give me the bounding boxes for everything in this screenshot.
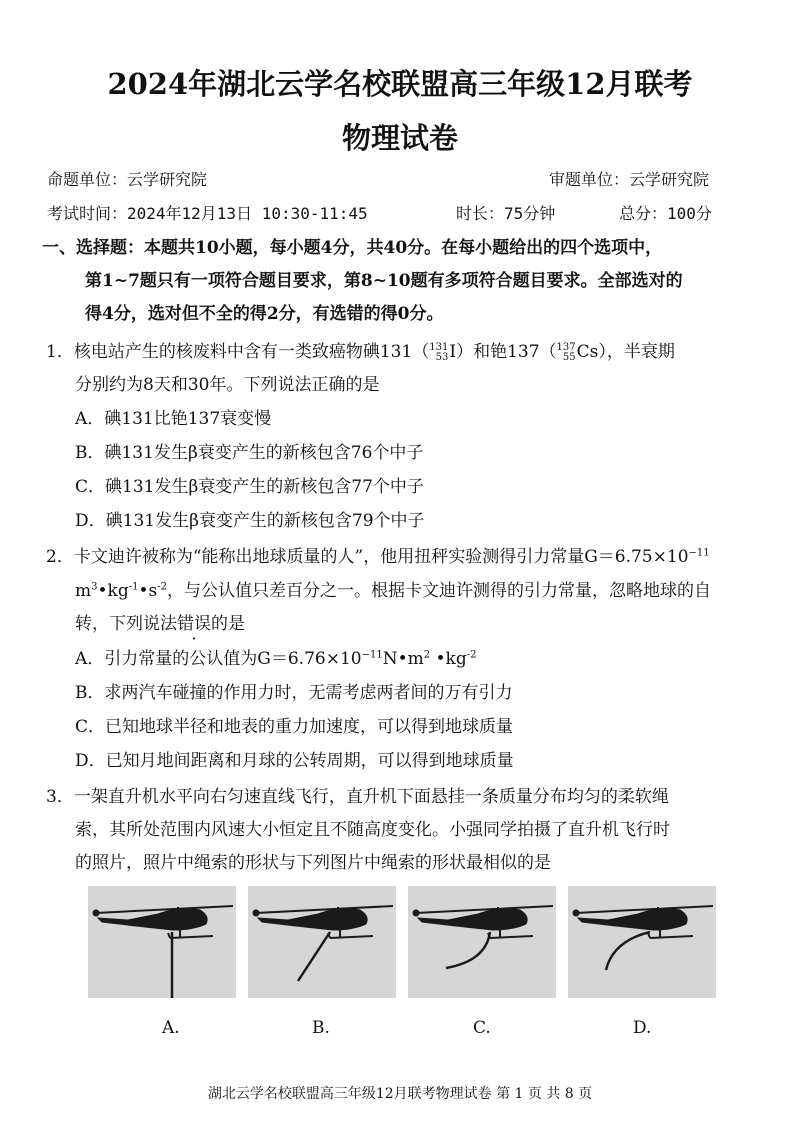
q2-option-d: D．已知月地间距离和月球的公转周期，可以得到地球质量 xyxy=(75,751,514,771)
page-footer: 湖北云学名校联盟高三年级12月联考物理试卷 第 1 页 共 8 页 xyxy=(207,1086,593,1102)
q2-option-a: A．引力常量的公认值为$G=6.76\times 10^{-11}N•m^2$ $•kg^{-2}$ xyxy=(75,649,477,669)
total-score: 总分：100分 xyxy=(619,204,712,223)
photo-label-c: C. xyxy=(473,1018,491,1038)
exam-time: 考试时间：2024年12月13日 10:30-11:45 xyxy=(47,204,368,223)
author-unit: 命题单位：云学研究院 xyxy=(47,170,208,189)
q1-option-b: B．碘131发生β衰变产生的新核包含76个中子 xyxy=(75,443,424,463)
helicopter-photo-d xyxy=(568,886,716,998)
q1-stem-line2: 分别约为8天和30年。下列说法正确的是 xyxy=(75,375,380,395)
emphasis-word: 错误 xyxy=(177,614,211,634)
q3-stem-line3: 的照片，照片中绳索的形状与下列图片中绳索的形状最相似的是 xyxy=(75,853,551,873)
q3-stem-line1: 3．一架直升机水平向右匀速直线飞行，直升机下面悬挂一条质量分布均匀的柔软绳 xyxy=(46,787,669,807)
photo-label-b: B. xyxy=(312,1018,330,1038)
helicopter-photo-b xyxy=(248,886,396,998)
helicopter-photo-a xyxy=(88,886,236,998)
q2-stem-line1: 2．卡文迪许被称为“能称出地球质量的人”，他用扭秤实验测得引力常量$G=6.75\times 10^{-11}$ xyxy=(46,547,710,567)
review-unit: 审题单位：云学研究院 xyxy=(549,170,710,189)
section-heading-line2: 第1~7题只有一项符合题目要求，第8~10题有多项符合题目要求。全部选对的 xyxy=(85,271,683,291)
exam-title: 2024年湖北云学名校联盟高三年级12月联考 xyxy=(107,67,693,101)
section-heading-line3: 得4分，选对但不全的得2分，有选错的得0分。 xyxy=(85,304,444,324)
q2-option-c: C．已知地球半径和地表的重力加速度，可以得到地球质量 xyxy=(75,717,514,737)
q1-option-c: C．碘131发生β衰变产生的新核包含77个中子 xyxy=(75,477,424,497)
section-heading-line1: 一、选择题：本题共10小题，每小题4分，共40分。在每小题给出的四个选项中， xyxy=(42,238,663,258)
exam-duration: 时长：75分钟 xyxy=(456,204,556,223)
helicopter-photo-c xyxy=(408,886,556,998)
q2-stem-line3: 转，下列说法错误的是 xyxy=(75,614,245,634)
q1-option-a: A．碘131比铯137衰变慢 xyxy=(75,409,272,429)
q3-stem-line2: 索，其所处范围内风速大小恒定且不随高度变化。小强同学拍摄了直升机飞行时 xyxy=(75,820,670,840)
exam-subtitle: 物理试卷 xyxy=(341,121,458,155)
q1-option-d: D．碘131发生β衰变产生的新核包含79个中子 xyxy=(75,511,425,531)
q2-option-b: B．求两汽车碰撞的作用力时，无需考虑两者间的万有引力 xyxy=(75,683,513,703)
photo-label-d: D. xyxy=(633,1018,652,1038)
q1-stem-line1: 1．核电站产生的核废料中含有一类致癌物碘131（ 131 53 I）和铯137（ 137 55 Cs），半衰期 xyxy=(46,341,675,363)
photo-label-a: A. xyxy=(162,1018,180,1038)
q2-stem-line2: $m^3•kg^{-1}•s^{-2}$，与公认值只差百分之一。根据卡文迪许测得的引力常量，忽略地球的自 xyxy=(75,581,711,601)
